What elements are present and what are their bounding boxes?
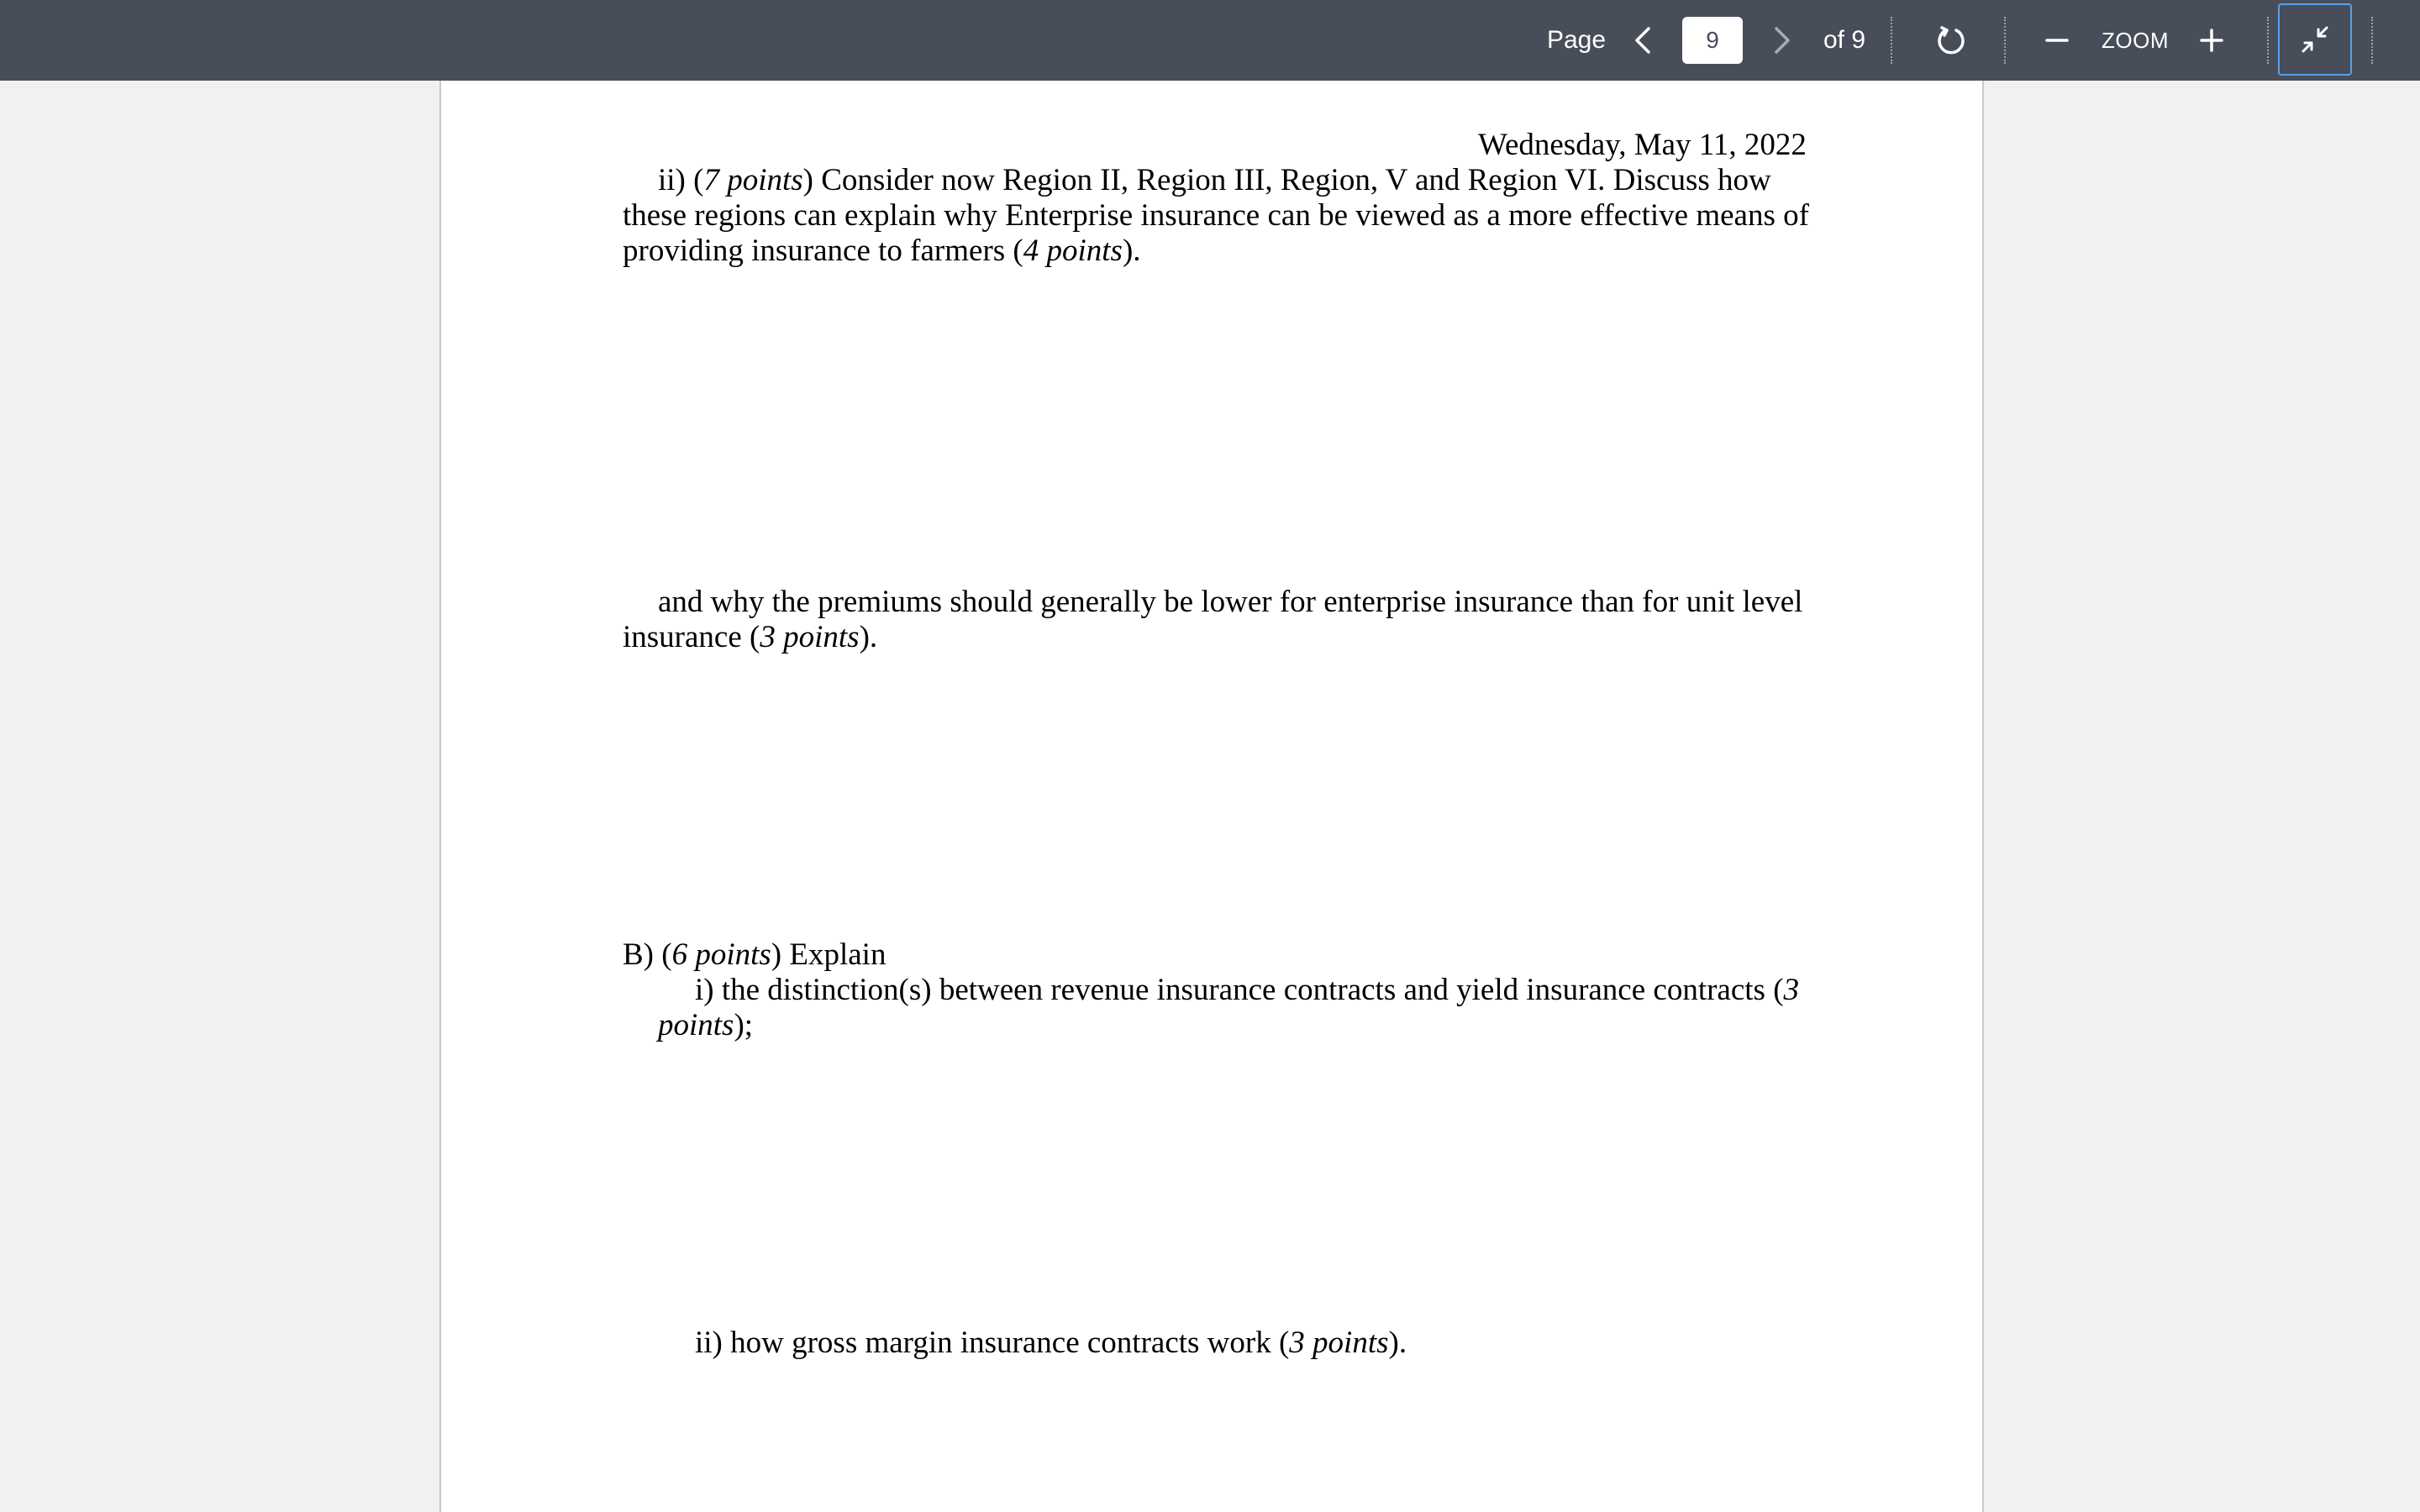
question-b-heading <box>623 937 886 973</box>
pdf-page <box>439 81 1984 1512</box>
text-segment: B) ( <box>623 937 672 972</box>
plus-icon <box>2198 27 2225 54</box>
rotate-button[interactable] <box>1928 0 1975 81</box>
text-segment: ). <box>1122 234 1141 268</box>
question-b-ii <box>695 1326 1407 1361</box>
next-page-button[interactable] <box>1761 0 1803 81</box>
zoom-label: ZOOM <box>2102 27 2169 53</box>
page-number-input[interactable] <box>1682 17 1743 64</box>
text-segment: ) Explain <box>771 937 886 972</box>
text-segment: ). <box>859 620 878 654</box>
toolbar-divider <box>2371 17 2373 64</box>
question-ii-part-b-line-1: and why the premiums should generally be lower for enterprise insurance than for unit level <box>658 585 1803 619</box>
text-segment: providing insurance to farmers ( <box>623 234 1023 268</box>
question-b-i-line-2 <box>658 1008 753 1043</box>
pdf-toolbar <box>0 0 2420 81</box>
document-date: Wednesday, May 11, 2022 <box>1478 128 1807 162</box>
page-label: Page <box>1546 26 1607 54</box>
exit-fullscreen-icon <box>2300 24 2330 55</box>
chevron-left-icon <box>1632 25 1654 55</box>
exit-fullscreen-button[interactable] <box>2278 3 2352 76</box>
points-emphasis: 6 points <box>671 937 771 972</box>
toolbar-divider <box>2267 17 2269 64</box>
question-ii-line-2: these regions can explain why Enterprise insurance can be viewed as a more effective means of <box>623 198 1809 233</box>
text-segment: ) Consider now Region II, Region III, Region, V and Region VI. Discuss how <box>802 163 1771 197</box>
zoom-out-button[interactable] <box>2033 0 2081 81</box>
points-emphasis: points <box>658 1008 734 1042</box>
toolbar-divider <box>2004 17 2006 64</box>
text-segment: ); <box>734 1008 754 1042</box>
question-ii-line-3 <box>623 234 1141 269</box>
question-ii-line-1 <box>658 163 1771 198</box>
text-segment: ii) how gross margin insurance contracts work ( <box>695 1326 1290 1360</box>
question-ii-part-b-line-2 <box>623 620 877 655</box>
prev-page-button[interactable] <box>1622 0 1664 81</box>
text-segment: ). <box>1388 1326 1407 1360</box>
text-segment: i) the distinction(s) between revenue insurance contracts and yield insurance contracts ( <box>695 973 1784 1007</box>
zoom-in-button[interactable] <box>2188 0 2235 81</box>
text-segment: ii) ( <box>658 163 704 197</box>
rotate-icon <box>1934 24 1968 57</box>
points-emphasis: 7 points <box>703 163 803 197</box>
points-emphasis: 3 points <box>760 620 860 654</box>
points-emphasis: 4 points <box>1023 234 1123 268</box>
toolbar-divider <box>1891 17 1892 64</box>
total-pages-label: of 9 <box>1823 26 1866 54</box>
chevron-right-icon <box>1771 25 1793 55</box>
minus-icon <box>2044 27 2070 54</box>
points-emphasis: 3 points <box>1289 1326 1389 1360</box>
points-emphasis: 3 <box>1783 973 1800 1007</box>
question-b-i-line-1 <box>695 973 1799 1008</box>
text-segment: insurance ( <box>623 620 760 654</box>
